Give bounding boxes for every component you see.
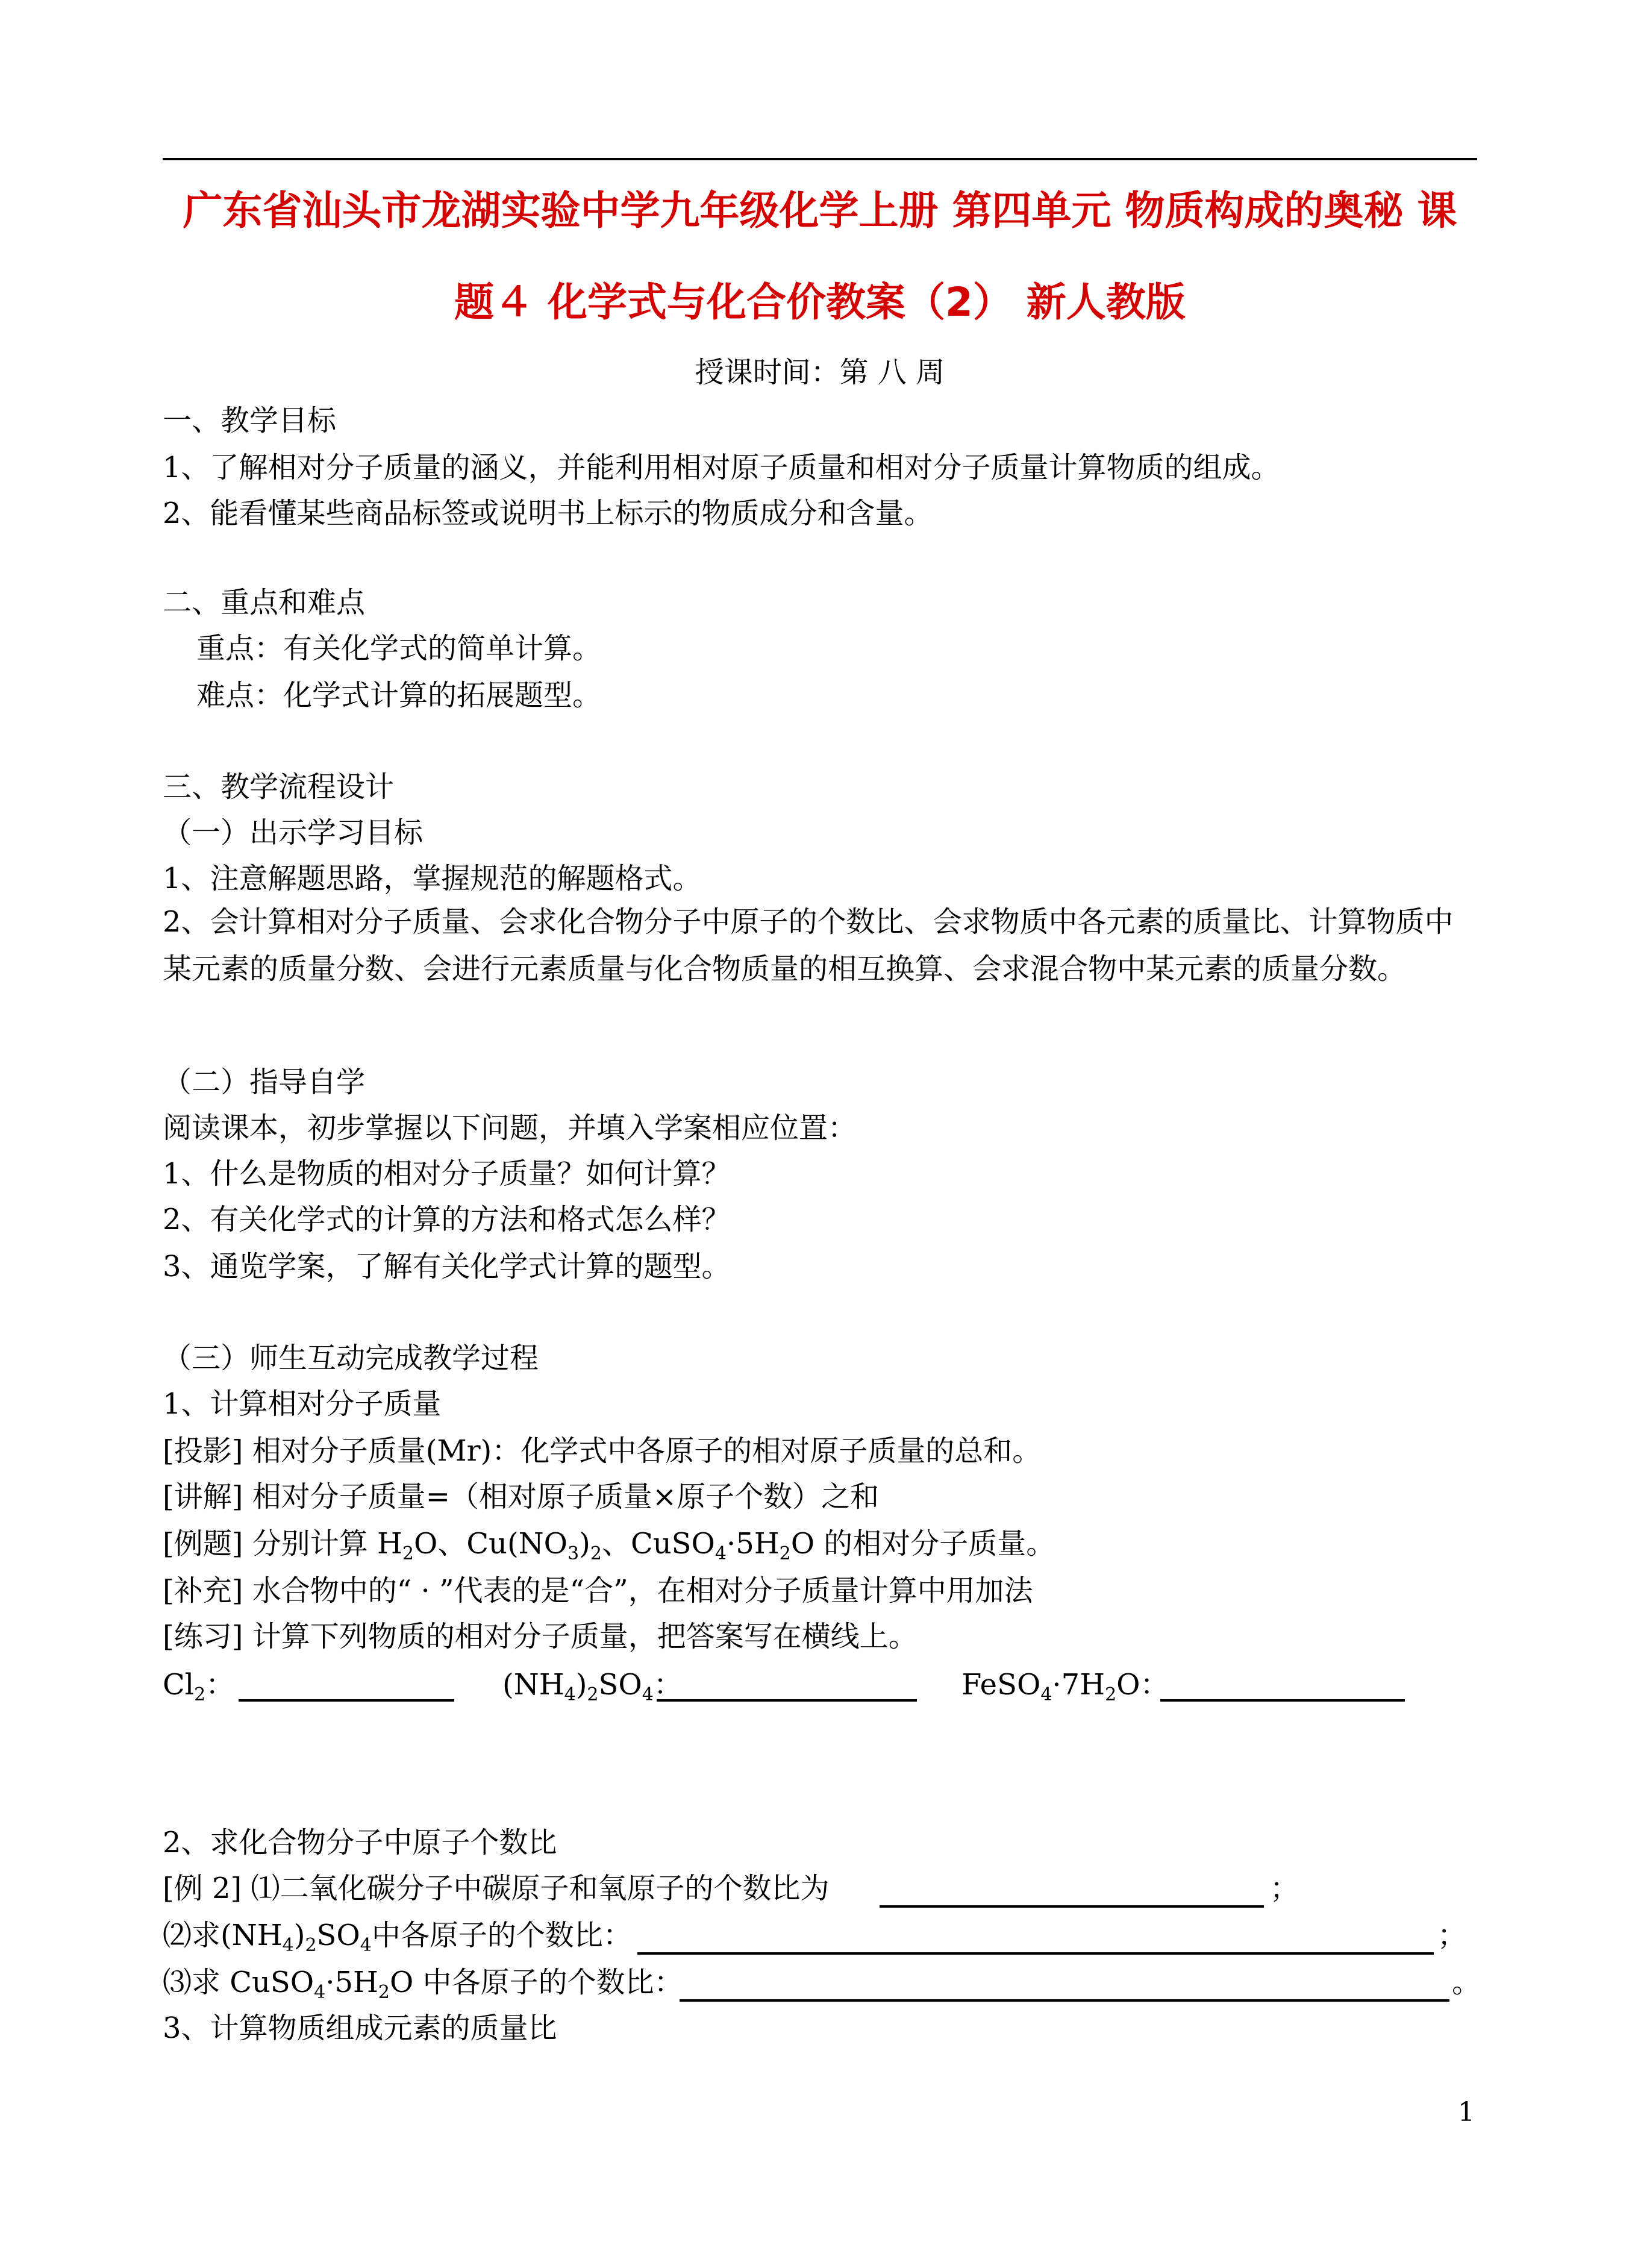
- sub1-item-2: 2、会计算相对分子质量、会求化合物分子中原子的个数比、会求物质中各元素的质量比、计算物质中某元素的质量分数、会进行元素质量与化合物质量的相互换算、会求混合物中某元素的质量分数。: [163, 905, 1454, 986]
- answer-blank-ferrous-sulfate-hydrate[interactable]: [1160, 1675, 1405, 1702]
- sub2-intro: 阅读课本，初步掌握以下问题，并填入学案相应位置：: [163, 1111, 857, 1145]
- example-text: [例题] 分别计算 $H_2O$、$Cu(NO_3)_2$、$CuSO_4\cdot 5H_2O$ 的相对分子质量。: [163, 1527, 1055, 1564]
- answer-blank-ammonium-sulfate-ratio[interactable]: [637, 1928, 1434, 1955]
- section1-item-2: 2、能看懂某些商品标签或说明书上标示的物质成分和含量。: [163, 497, 933, 530]
- projection-text: [投影] 相对分子质量(Mr)：化学式中各原子的相对原子质量的总和。: [163, 1434, 1042, 1468]
- exercise-ammonium-sulfate: $(NH_4)_2SO_4$：: [502, 1668, 683, 1705]
- answer-blank-chlorine[interactable]: [239, 1675, 454, 1702]
- formula-water: $H_2O$: [377, 1527, 438, 1564]
- difficult-point: 难点：化学式计算的拓展题型。: [196, 678, 602, 712]
- step2-heading: 2、求化合物分子中原子个数比: [163, 1826, 557, 1859]
- example2-item-3-prefix: ⑶求: [163, 1966, 230, 1999]
- example-suffix: 的相对分子质量。: [814, 1527, 1055, 1561]
- example2-item-2: ⑵求$(NH_4)_2SO_4$中各原子的个数比：: [163, 1919, 632, 1956]
- document-title-line2: 题４ 化学式与化合价教案（2） 新人教版: [454, 279, 1186, 325]
- step1-heading: 1、计算相对分子质量: [163, 1387, 442, 1421]
- answer-blank-ammonium-sulfate[interactable]: [657, 1675, 917, 1702]
- section1-item-1: 1、了解相对分子质量的涵义，并能利用相对原子质量和相对分子质量计算物质的组成。: [163, 451, 1280, 484]
- sub1-heading: （一）出示学习目标: [163, 816, 424, 850]
- example2-item-2-end: ；: [1437, 1919, 1467, 1952]
- header-rule: [163, 158, 1477, 160]
- example2-item-2-prefix: ⑵求: [163, 1919, 221, 1952]
- supplement-text: [补充] 水合物中的“ · ”代表的是“合”，在相对分子质量计算中用加法: [163, 1574, 1033, 1608]
- sub2-question-1: 1、什么是物质的相对分子质量？如何计算？: [163, 1157, 731, 1191]
- example2-item-3-end: 。: [1452, 1966, 1481, 1999]
- sub2-question-2: 2、有关化学式的计算的方法和格式怎么样？: [163, 1203, 731, 1236]
- step3-heading: 3、计算物质组成元素的质量比: [163, 2011, 557, 2045]
- sub3-heading: （三）师生互动完成教学过程: [163, 1341, 539, 1375]
- section3-heading: 三、教学流程设计: [163, 770, 395, 804]
- example2-item-1: [例 2] ⑴二氧化碳分子中碳原子和氧原子的个数比为: [163, 1872, 830, 1905]
- document-title-line1: 广东省汕头市龙湖实验中学九年级化学上册 第四单元 物质构成的奥秘 课: [183, 187, 1457, 234]
- example2-item-1-end: ；: [1270, 1872, 1299, 1905]
- answer-blank-co2-ratio[interactable]: [880, 1881, 1264, 1908]
- section2-heading: 二、重点和难点: [163, 586, 366, 619]
- lecture-text: [讲解] 相对分子质量=（相对原子质量×原子个数）之和: [163, 1480, 880, 1514]
- lesson-time: 授课时间：第 八 周: [695, 356, 945, 389]
- formula-copper-nitrate: $Cu(NO_3)_2$: [466, 1527, 602, 1564]
- example2-item-3: ⑶求 $CuSO_4\cdot 5H_2O$ 中各原子的个数比：: [163, 1966, 683, 2003]
- page-number: 1: [1458, 2097, 1475, 2128]
- sub2-question-3: 3、通览学案，了解有关化学式计算的题型。: [163, 1250, 731, 1283]
- formula-copper-sulfate-hydrate: $CuSO_4\cdot 5H_2O$: [630, 1527, 815, 1564]
- key-point: 重点：有关化学式的简单计算。: [196, 631, 602, 665]
- section1-heading: 一、教学目标: [163, 404, 337, 437]
- exercise-ferrous-sulfate-hydrate: $FeSO_4\cdot 7H_2O$：: [961, 1668, 1169, 1705]
- example2-item-2-suffix: 中各原子的个数比：: [371, 1919, 632, 1952]
- exercise-text: [练习] 计算下列物质的相对分子质量，把答案写在横线上。: [163, 1620, 918, 1653]
- example-prefix: [例题] 分别计算: [163, 1527, 377, 1561]
- answer-blank-copper-sulfate-hydrate-ratio[interactable]: [680, 1975, 1449, 2002]
- sub1-item-1: 1、注意解题思路，掌握规范的解题格式。: [163, 862, 702, 895]
- exercise-chlorine: $Cl_2$：: [163, 1668, 235, 1705]
- example2-item-3-suffix: 中各原子的个数比：: [413, 1966, 683, 1999]
- sub2-heading: （二）指导自学: [163, 1065, 366, 1099]
